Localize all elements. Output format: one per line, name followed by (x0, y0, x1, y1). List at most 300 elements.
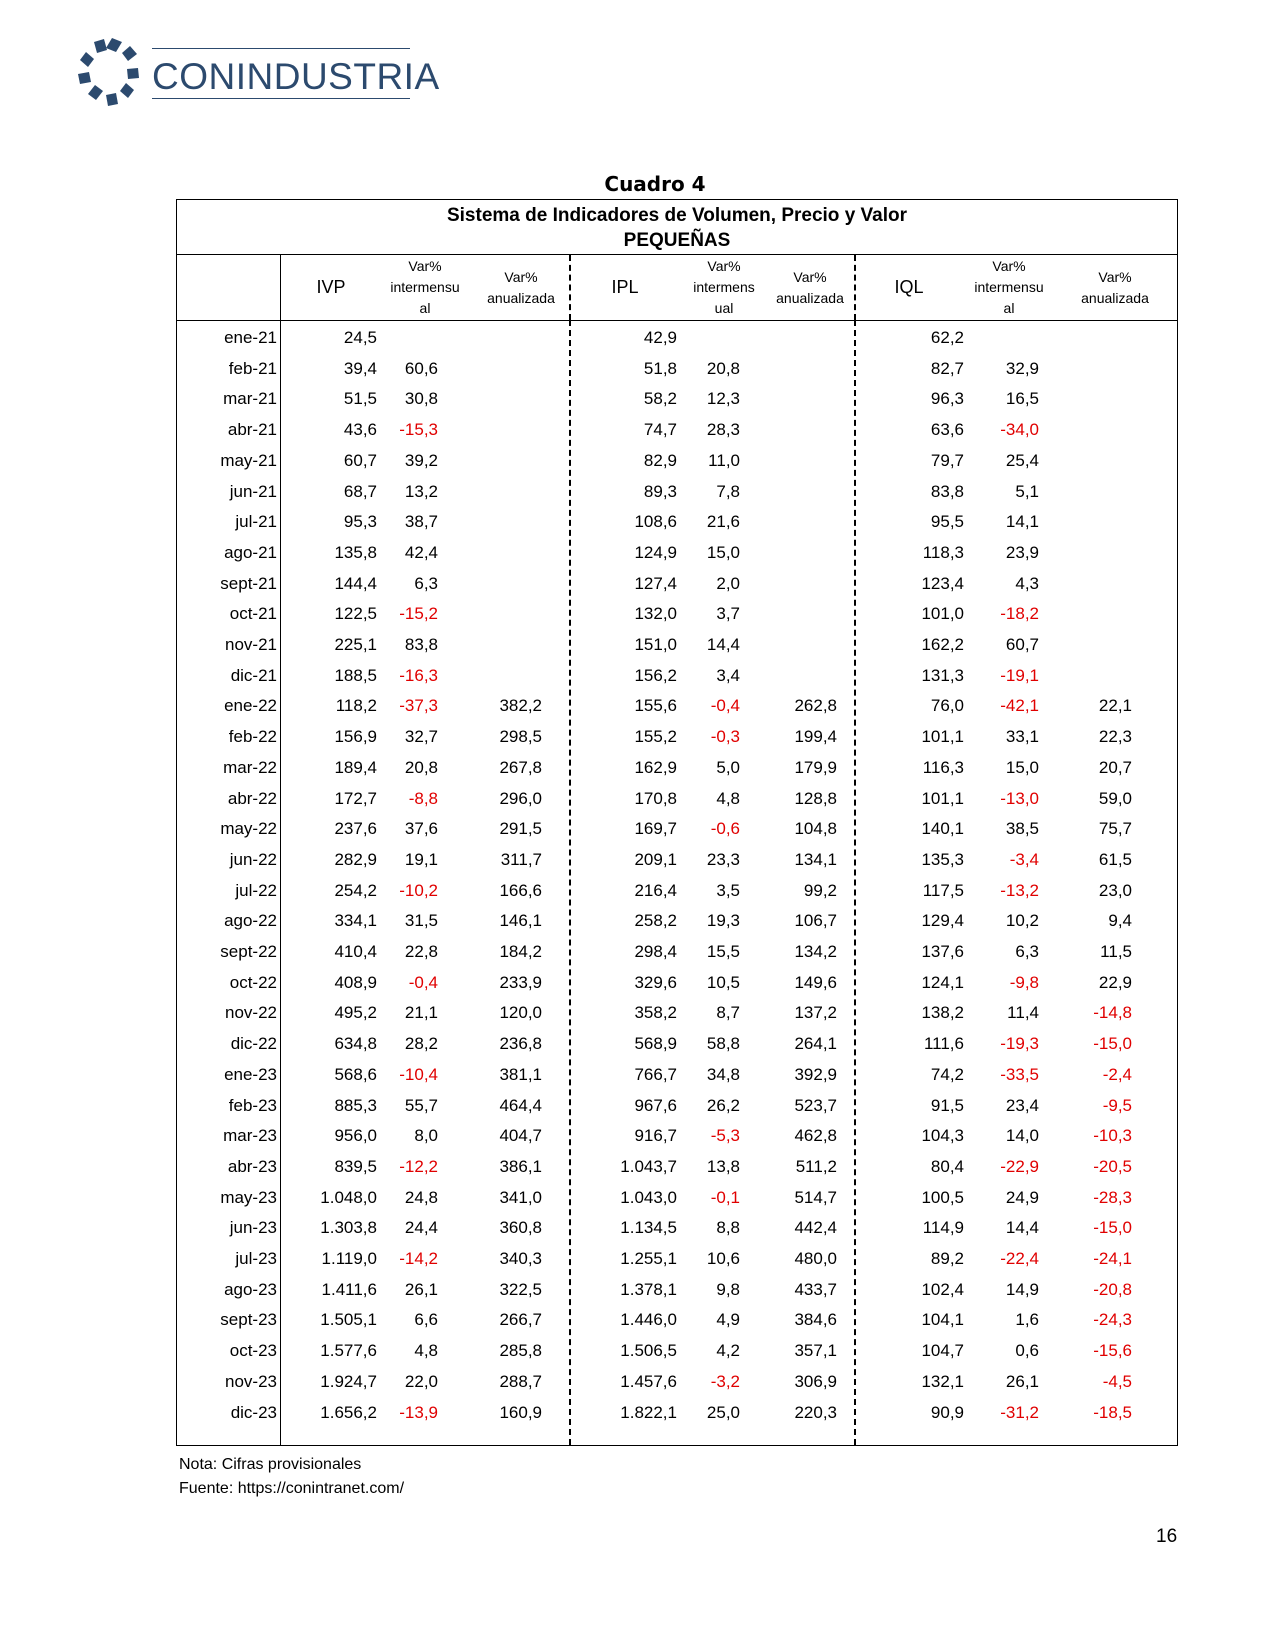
row-value: -8,8 (408, 788, 438, 808)
row-value: -15,6 (1093, 1341, 1132, 1361)
row-value: -33,5 (1000, 1064, 1039, 1084)
row-value: 967,6 (634, 1095, 677, 1115)
row-period: sept-21 (220, 573, 277, 593)
row-value: 8,0 (414, 1126, 438, 1146)
row-value: 30,8 (404, 389, 438, 409)
table-row (177, 508, 1177, 539)
row-period: jul-21 (235, 512, 277, 532)
row-value: 511,2 (795, 1156, 837, 1176)
row-value: 39,2 (404, 450, 438, 470)
row-value: 12,3 (706, 389, 740, 409)
row-value: 124,1 (921, 972, 964, 992)
row-value: -0,6 (710, 819, 740, 839)
row-value: 111,6 (923, 1034, 964, 1054)
table-row (177, 785, 1177, 816)
table-row (177, 723, 1177, 754)
row-period: may-22 (220, 819, 277, 839)
row-value: -9,5 (1102, 1095, 1132, 1115)
table-row (177, 1337, 1177, 1368)
row-period: nov-22 (225, 1003, 277, 1023)
row-value: -0,4 (710, 696, 740, 716)
row-value: 124,9 (634, 542, 677, 562)
row-value: 288,7 (499, 1371, 542, 1391)
row-period: jun-23 (229, 1218, 277, 1238)
row-value: 4,3 (1015, 573, 1039, 593)
row-period: oct-22 (229, 972, 277, 992)
row-value: 410,4 (334, 942, 377, 961)
row-value: 8,8 (716, 1218, 740, 1238)
row-value: 132,1 (921, 1371, 964, 1391)
row-period: mar-21 (223, 389, 277, 409)
row-value: 58,2 (643, 389, 677, 409)
row-value: 23,4 (1005, 1095, 1039, 1115)
row-value: 11,0 (708, 450, 740, 470)
row-value: 9,4 (1108, 911, 1132, 931)
col-header-ivp: IVP (316, 277, 346, 297)
row-value: -24,3 (1093, 1310, 1132, 1330)
row-value: 306,9 (794, 1371, 837, 1391)
row-period: may-23 (220, 1187, 277, 1207)
row-value: 1.577,6 (320, 1341, 377, 1361)
row-value: -5,3 (710, 1126, 740, 1146)
table-title: Cuadro 4 (604, 172, 706, 196)
row-value: 209,1 (634, 849, 677, 869)
row-value: 6,6 (414, 1310, 438, 1330)
table-row (177, 1153, 1177, 1184)
row-value: 28,3 (706, 420, 740, 440)
table-header (177, 200, 1177, 255)
col-header-ivp-var-intermensual: Var% intermensu al (390, 258, 460, 316)
table-row (177, 969, 1177, 1000)
row-value: 22,9 (1098, 972, 1132, 992)
row-value: 15,0 (706, 542, 740, 562)
row-value: 127,4 (634, 573, 677, 593)
row-value: 20,8 (706, 358, 740, 378)
row-value: 137,6 (921, 942, 964, 961)
row-value: 102,4 (921, 1279, 964, 1299)
row-value: 135,3 (921, 849, 964, 869)
row-value: 14,4 (706, 635, 740, 654)
row-value: -28,3 (1093, 1187, 1132, 1207)
row-value: 20,7 (1098, 757, 1132, 777)
row-value: 357,1 (794, 1341, 837, 1361)
row-value: 31,5 (404, 911, 438, 931)
table-row (177, 447, 1177, 478)
row-period: abr-23 (227, 1156, 277, 1176)
row-period: jul-22 (235, 880, 277, 900)
row-value: 13,8 (706, 1156, 740, 1176)
row-value: 123,4 (921, 573, 964, 593)
source-text: Fuente: https://conintranet.com/ (179, 1480, 405, 1497)
row-period: ago-21 (224, 542, 277, 562)
row-value: 188,5 (334, 665, 377, 685)
row-value: 1.378,1 (620, 1279, 677, 1299)
row-period: dic-22 (230, 1034, 277, 1054)
row-period: mar-22 (223, 757, 277, 777)
row-value: -10,4 (399, 1064, 438, 1084)
row-value: 101,0 (921, 604, 964, 624)
row-value: 3,4 (716, 665, 740, 685)
row-value: 28,2 (404, 1034, 438, 1054)
row-value: 95,5 (930, 512, 964, 532)
table-row (177, 1276, 1177, 1307)
row-value: 162,2 (921, 635, 964, 654)
row-value: 25,0 (706, 1402, 740, 1422)
row-value: 258,2 (634, 911, 677, 931)
table-row (177, 999, 1177, 1030)
row-value: 16,5 (1005, 389, 1039, 409)
row-value: 104,1 (921, 1310, 964, 1330)
row-value: 42,4 (404, 542, 438, 562)
row-value: 4,9 (716, 1310, 740, 1330)
table-row (177, 1245, 1177, 1276)
row-value: 76,0 (930, 696, 964, 716)
row-value: 464,4 (499, 1095, 542, 1115)
row-value: 495,2 (334, 1003, 377, 1023)
row-value: 118,2 (335, 696, 377, 716)
row-period: jul-23 (235, 1249, 277, 1268)
row-value: 23,3 (706, 849, 740, 869)
row-value: 25,4 (1005, 450, 1039, 470)
row-period: ene-22 (224, 696, 277, 716)
row-value: -10,2 (399, 880, 438, 900)
row-value: -12,2 (399, 1156, 438, 1176)
row-value: 137,2 (794, 1003, 837, 1023)
col-header-iql-var-anualizada: Var% anualizada (1081, 268, 1149, 306)
row-value: 156,2 (634, 665, 677, 685)
row-value: 1.446,0 (620, 1310, 677, 1330)
row-value: 21,6 (706, 512, 740, 532)
row-value: 766,7 (634, 1064, 677, 1084)
row-value: 90,9 (930, 1402, 964, 1422)
row-value: 329,6 (634, 972, 677, 992)
row-value: -37,3 (399, 696, 438, 716)
col-header-ipl-var-intermensual: Var% intermens ual (693, 258, 755, 316)
row-value: 381,1 (499, 1064, 542, 1084)
row-value: 916,7 (634, 1126, 677, 1146)
row-value: 266,7 (499, 1310, 542, 1330)
row-value: 19,3 (706, 911, 740, 931)
row-value: 262,8 (794, 696, 837, 716)
row-period: ago-23 (224, 1279, 277, 1299)
row-period: feb-22 (228, 727, 277, 747)
logo-rule-top (152, 48, 410, 49)
row-value: 32,7 (404, 727, 438, 747)
row-value: 74,2 (930, 1064, 964, 1084)
row-value: 568,9 (634, 1034, 677, 1054)
row-value: -42,1 (1000, 696, 1039, 716)
row-value: 1.048,0 (320, 1187, 377, 1207)
row-value: 267,8 (499, 757, 542, 777)
row-value: -19,1 (1000, 665, 1039, 685)
row-value: 15,5 (706, 942, 740, 961)
row-value: 264,1 (794, 1034, 837, 1054)
row-value: 282,9 (334, 849, 377, 869)
row-value: -15,3 (399, 420, 438, 440)
row-value: 101,1 (921, 727, 964, 747)
row-value: 83,8 (930, 481, 964, 501)
row-value: 100,5 (921, 1187, 964, 1207)
row-period: feb-21 (228, 358, 277, 378)
row-value: -13,0 (1000, 788, 1039, 808)
row-value: 199,4 (794, 727, 837, 747)
row-value: 58,8 (706, 1034, 740, 1054)
row-period: nov-23 (225, 1371, 277, 1391)
row-value: -18,2 (1000, 604, 1039, 624)
row-period: dic-21 (230, 665, 277, 685)
table-header-title: Sistema de Indicadores de Volumen, Precio y Valor (446, 205, 908, 226)
row-value: -20,5 (1093, 1156, 1132, 1176)
row-value: 155,6 (634, 696, 677, 716)
row-period: ene-23 (224, 1064, 277, 1084)
row-value: 89,3 (643, 481, 677, 501)
row-value: 59,0 (1098, 788, 1132, 808)
row-value: 22,0 (404, 1371, 438, 1391)
row-value: -31,2 (1000, 1402, 1039, 1422)
row-value: 108,6 (634, 512, 677, 532)
row-value: 128,8 (794, 788, 837, 808)
table-row (177, 907, 1177, 938)
row-value: 79,7 (930, 450, 964, 470)
row-value: 340,3 (499, 1249, 542, 1268)
logo-text: CONINDUSTRIA (152, 56, 440, 97)
row-value: 3,7 (716, 604, 740, 624)
table-row (177, 1092, 1177, 1123)
row-value: 358,2 (634, 1003, 677, 1023)
row-value: 116,3 (922, 757, 964, 777)
row-value: 285,8 (499, 1341, 542, 1361)
row-value: 60,6 (404, 358, 438, 378)
row-value: 60,7 (1005, 635, 1039, 654)
row-value: 1.043,0 (620, 1187, 677, 1207)
row-value: 104,7 (921, 1341, 964, 1361)
row-value: 4,8 (414, 1341, 438, 1361)
row-value: 138,2 (921, 1003, 964, 1023)
row-value: 37,6 (404, 819, 438, 839)
table-row (177, 662, 1177, 693)
row-period: sept-23 (220, 1310, 277, 1330)
row-value: 184,2 (499, 942, 542, 961)
row-value: 225,1 (334, 635, 377, 654)
row-value: 162,9 (634, 757, 677, 777)
row-value: 22,8 (404, 942, 438, 961)
page-number: 16 (1156, 1526, 1178, 1547)
row-value: 106,7 (794, 911, 837, 931)
row-value: 634,8 (334, 1034, 377, 1054)
row-period: oct-23 (229, 1341, 277, 1361)
row-value: 334,1 (334, 911, 377, 931)
row-value: 254,2 (334, 880, 377, 900)
row-value: 11,5 (1100, 942, 1132, 961)
row-value: 60,7 (343, 450, 377, 470)
row-value: 5,0 (716, 757, 740, 777)
row-value: 104,8 (794, 819, 837, 839)
row-value: -14,8 (1093, 1003, 1132, 1023)
row-value: 341,0 (499, 1187, 542, 1207)
row-value: 1.043,7 (620, 1156, 677, 1176)
row-value: -18,5 (1093, 1402, 1132, 1422)
row-value: 462,8 (794, 1126, 837, 1146)
row-value: 22,1 (1098, 696, 1132, 716)
row-value: -0,4 (408, 972, 438, 992)
row-value: 95,3 (343, 512, 377, 532)
table-row (177, 1306, 1177, 1337)
row-value: -0,1 (710, 1187, 740, 1207)
row-value: 24,9 (1005, 1187, 1039, 1207)
col-header-ipl: IPL (611, 277, 639, 297)
row-period: oct-21 (229, 604, 277, 624)
row-value: 433,7 (794, 1279, 837, 1299)
row-value: 14,1 (1005, 512, 1039, 532)
row-value: 43,6 (343, 420, 377, 440)
row-value: 14,9 (1005, 1279, 1039, 1299)
row-value: 132,0 (634, 604, 677, 624)
row-value: 63,6 (930, 420, 964, 440)
row-value: 146,1 (499, 911, 542, 931)
row-value: 23,0 (1098, 880, 1132, 900)
row-value: 160,9 (499, 1402, 542, 1422)
row-period: sept-22 (220, 942, 277, 961)
row-value: -24,1 (1093, 1249, 1132, 1268)
row-value: 144,4 (334, 573, 377, 593)
row-value: 51,5 (343, 389, 377, 409)
row-value: 956,0 (334, 1126, 377, 1146)
row-value: 117,5 (922, 880, 964, 900)
row-value: 122,5 (334, 604, 377, 624)
row-value: 1.505,1 (320, 1310, 377, 1330)
data-table (176, 199, 1178, 1446)
row-value: 83,8 (404, 635, 438, 654)
table-header-subtitle: PEQUEÑAS (623, 230, 731, 251)
row-value: -16,3 (399, 665, 438, 685)
row-period: dic-23 (230, 1402, 277, 1422)
row-period: abr-21 (227, 420, 277, 440)
row-value: 120,0 (499, 1003, 542, 1023)
row-value: 10,6 (706, 1249, 740, 1268)
row-value: 75,7 (1098, 819, 1132, 839)
row-value: -0,3 (710, 727, 740, 747)
col-header-ipl-var-anualizada: Var% anualizada (776, 268, 844, 306)
row-value: -3,4 (1009, 849, 1039, 869)
row-value: 61,5 (1098, 849, 1132, 869)
row-value: 5,1 (1015, 481, 1039, 501)
table-row (177, 846, 1177, 877)
table-row (177, 570, 1177, 601)
row-value: 298,4 (634, 942, 677, 961)
row-value: 296,0 (499, 788, 542, 808)
row-value: 101,1 (921, 788, 964, 808)
row-value: 1.506,5 (620, 1341, 677, 1361)
row-period: abr-22 (227, 788, 277, 808)
row-value: 82,7 (930, 358, 964, 378)
row-value: 55,7 (404, 1095, 438, 1115)
row-value: 6,3 (414, 573, 438, 593)
row-value: 1.822,1 (620, 1402, 677, 1422)
row-value: 91,5 (930, 1095, 964, 1115)
row-value: 298,5 (499, 727, 542, 747)
row-value: 568,6 (334, 1064, 377, 1084)
row-value: 15,0 (1005, 757, 1039, 777)
table-row (177, 539, 1177, 570)
table-row (177, 600, 1177, 631)
row-value: -14,2 (399, 1249, 438, 1268)
row-value: 10,5 (706, 972, 740, 992)
row-value: 236,8 (499, 1034, 542, 1054)
table-row (177, 1122, 1177, 1153)
row-value: 8,7 (716, 1003, 740, 1023)
row-value: 384,6 (794, 1310, 837, 1330)
row-value: -15,0 (1093, 1218, 1132, 1238)
table-row (177, 355, 1177, 386)
row-value: 19,1 (404, 849, 438, 869)
row-value: 129,4 (921, 911, 964, 931)
row-value: 34,8 (706, 1064, 740, 1084)
table-row (177, 1399, 1177, 1430)
row-value: 62,2 (930, 328, 964, 347)
row-value: 42,9 (643, 328, 677, 347)
row-value: 13,2 (404, 481, 438, 501)
row-value: -20,8 (1093, 1279, 1132, 1299)
row-value: 382,2 (499, 696, 542, 716)
row-value: 99,2 (803, 880, 837, 900)
row-value: 24,5 (343, 328, 377, 347)
row-value: -19,3 (1000, 1034, 1039, 1054)
row-value: 33,1 (1005, 727, 1039, 747)
row-value: 2,0 (716, 573, 740, 593)
row-value: -22,4 (1000, 1249, 1039, 1268)
row-value: 26,2 (706, 1095, 740, 1115)
row-value: 885,3 (334, 1095, 377, 1115)
row-value: 0,6 (1015, 1341, 1039, 1361)
row-value: 442,4 (794, 1218, 837, 1238)
row-value: 216,4 (634, 880, 677, 900)
row-value: 1.119,0 (321, 1249, 377, 1268)
row-value: -34,0 (1000, 420, 1039, 440)
table-row (177, 1061, 1177, 1092)
row-value: -10,3 (1093, 1126, 1132, 1146)
row-value: 4,2 (716, 1341, 740, 1361)
row-value: 89,2 (930, 1249, 964, 1268)
table-row (177, 478, 1177, 509)
row-value: 134,1 (794, 849, 837, 869)
row-period: feb-23 (228, 1095, 277, 1115)
row-value: 4,8 (716, 788, 740, 808)
row-value: 172,7 (334, 788, 377, 808)
table-row (177, 938, 1177, 969)
row-value: 96,3 (930, 389, 964, 409)
row-value: 14,0 (1005, 1126, 1039, 1146)
row-period: nov-21 (225, 635, 277, 654)
row-period: ago-22 (224, 911, 277, 931)
row-value: 14,4 (1005, 1218, 1039, 1238)
row-value: 1.457,6 (620, 1371, 677, 1391)
row-value: 233,9 (499, 972, 542, 992)
table-row (177, 1368, 1177, 1399)
row-value: 360,8 (499, 1218, 542, 1238)
row-value: -9,8 (1009, 972, 1039, 992)
row-value: 291,5 (499, 819, 542, 839)
row-value: 322,5 (499, 1279, 542, 1299)
row-value: 26,1 (1005, 1371, 1039, 1391)
row-value: 311,7 (500, 849, 542, 869)
row-value: 6,3 (1015, 942, 1039, 961)
row-period: ene-21 (224, 328, 277, 347)
col-header-iql: IQL (894, 277, 924, 297)
row-value: 386,1 (499, 1156, 542, 1176)
table-row (177, 1214, 1177, 1245)
row-value: 131,3 (921, 665, 964, 685)
row-value: 82,9 (643, 450, 677, 470)
